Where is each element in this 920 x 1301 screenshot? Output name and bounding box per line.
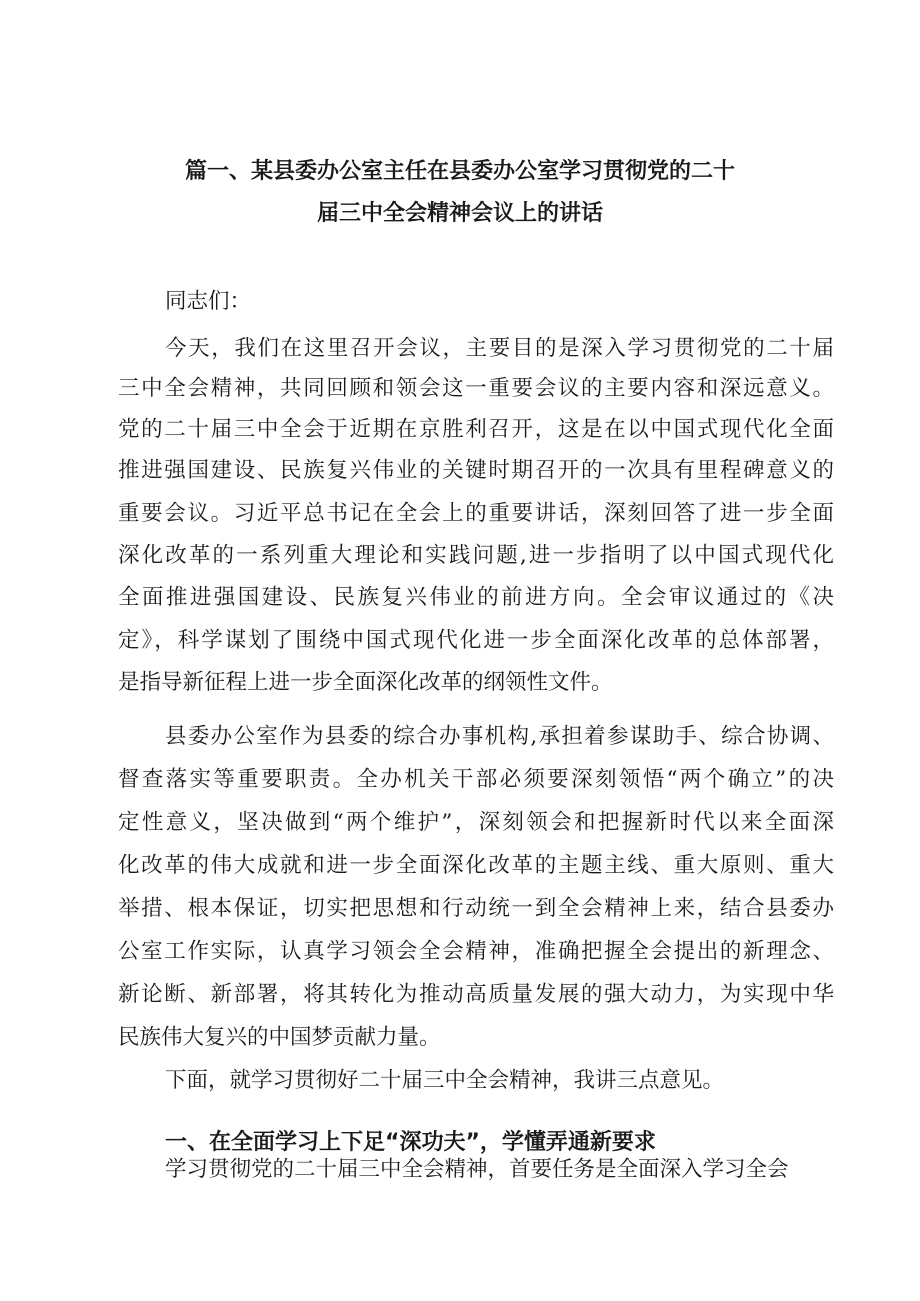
- section-heading-1: 一、在全面学习上下足“深功夫”，学懂弄通新要求: [165, 1130, 656, 1156]
- paragraph-line: 县委办公室作为县委的综合办事机构,承担着参谋助手、综合协调、: [165, 724, 834, 749]
- paragraph-line: 是指导新征程上进一步全面深化改革的纲领性文件。: [118, 670, 613, 695]
- paragraph-line: 定》，科学谋划了围绕中国式现代化进一步全面深化改革的总体部署，: [118, 628, 834, 653]
- paragraph-4: 学习贯彻党的二十届三中全会精神，首要任务是全面深入学习全会: [165, 1157, 789, 1182]
- paragraph-line: 推进强国建设、民族复兴伟业的关键时期召开的一次具有里程碑意义的: [118, 458, 834, 483]
- paragraph-line: 举措、根本保证，切实把思想和行动统一到全会精神上来，结合县委办: [118, 896, 834, 921]
- paragraph-line: 重要会议。习近平总书记在全会上的重要讲话，深刻回答了进一步全面: [118, 501, 834, 526]
- paragraph-line: 新论断、新部署，将其转化为推动高质量发展的强大动力，为实现中华: [118, 982, 834, 1007]
- paragraph-line: 公室工作实际，认真学习领会全会精神，准确把握全会提出的新理念、: [118, 939, 834, 964]
- salutation: 同志们：: [165, 289, 252, 314]
- paragraph-line: 三中全会精神，共同回顾和领会这一重要会议的主要内容和深远意义。: [118, 376, 834, 401]
- paragraph-line: 民族伟大复兴的中国梦贡献力量。: [118, 1025, 441, 1050]
- paragraph-3: 下面，就学习贯彻好二十届三中全会精神，我讲三点意见。: [165, 1068, 725, 1093]
- paragraph-line: 党的二十届三中全会于近期在京胜利召开，这是在以中国式现代化全面: [118, 417, 834, 442]
- paragraph-line: 化改革的伟大成就和进一步全面深化改革的主题主线、重大原则、重大: [118, 853, 834, 878]
- paragraph-line: 今天，我们在这里召开会议，主要目的是深入学习贯彻党的二十届: [165, 336, 834, 361]
- paragraph-line: 全面推进强国建设、民族复兴伟业的前进方向。全会审议通过的《决: [118, 585, 834, 610]
- paragraph-line: 定性意义，坚决做到“两个维护”，深刻领会和把握新时代以来全面深: [118, 810, 834, 835]
- document-title-line-2: 届三中全会精神会议上的讲话: [316, 201, 603, 226]
- paragraph-line: 督查落实等重要职责。全办机关干部必须要深刻领悟“两个确立”的决: [118, 767, 834, 792]
- document-title-line-1: 篇一、某县委办公室主任在县委办公室学习贯彻党的二十: [184, 159, 735, 184]
- paragraph-line: 深化改革的一系列重大理论和实践问题,进一步指明了以中国式现代化: [118, 543, 834, 568]
